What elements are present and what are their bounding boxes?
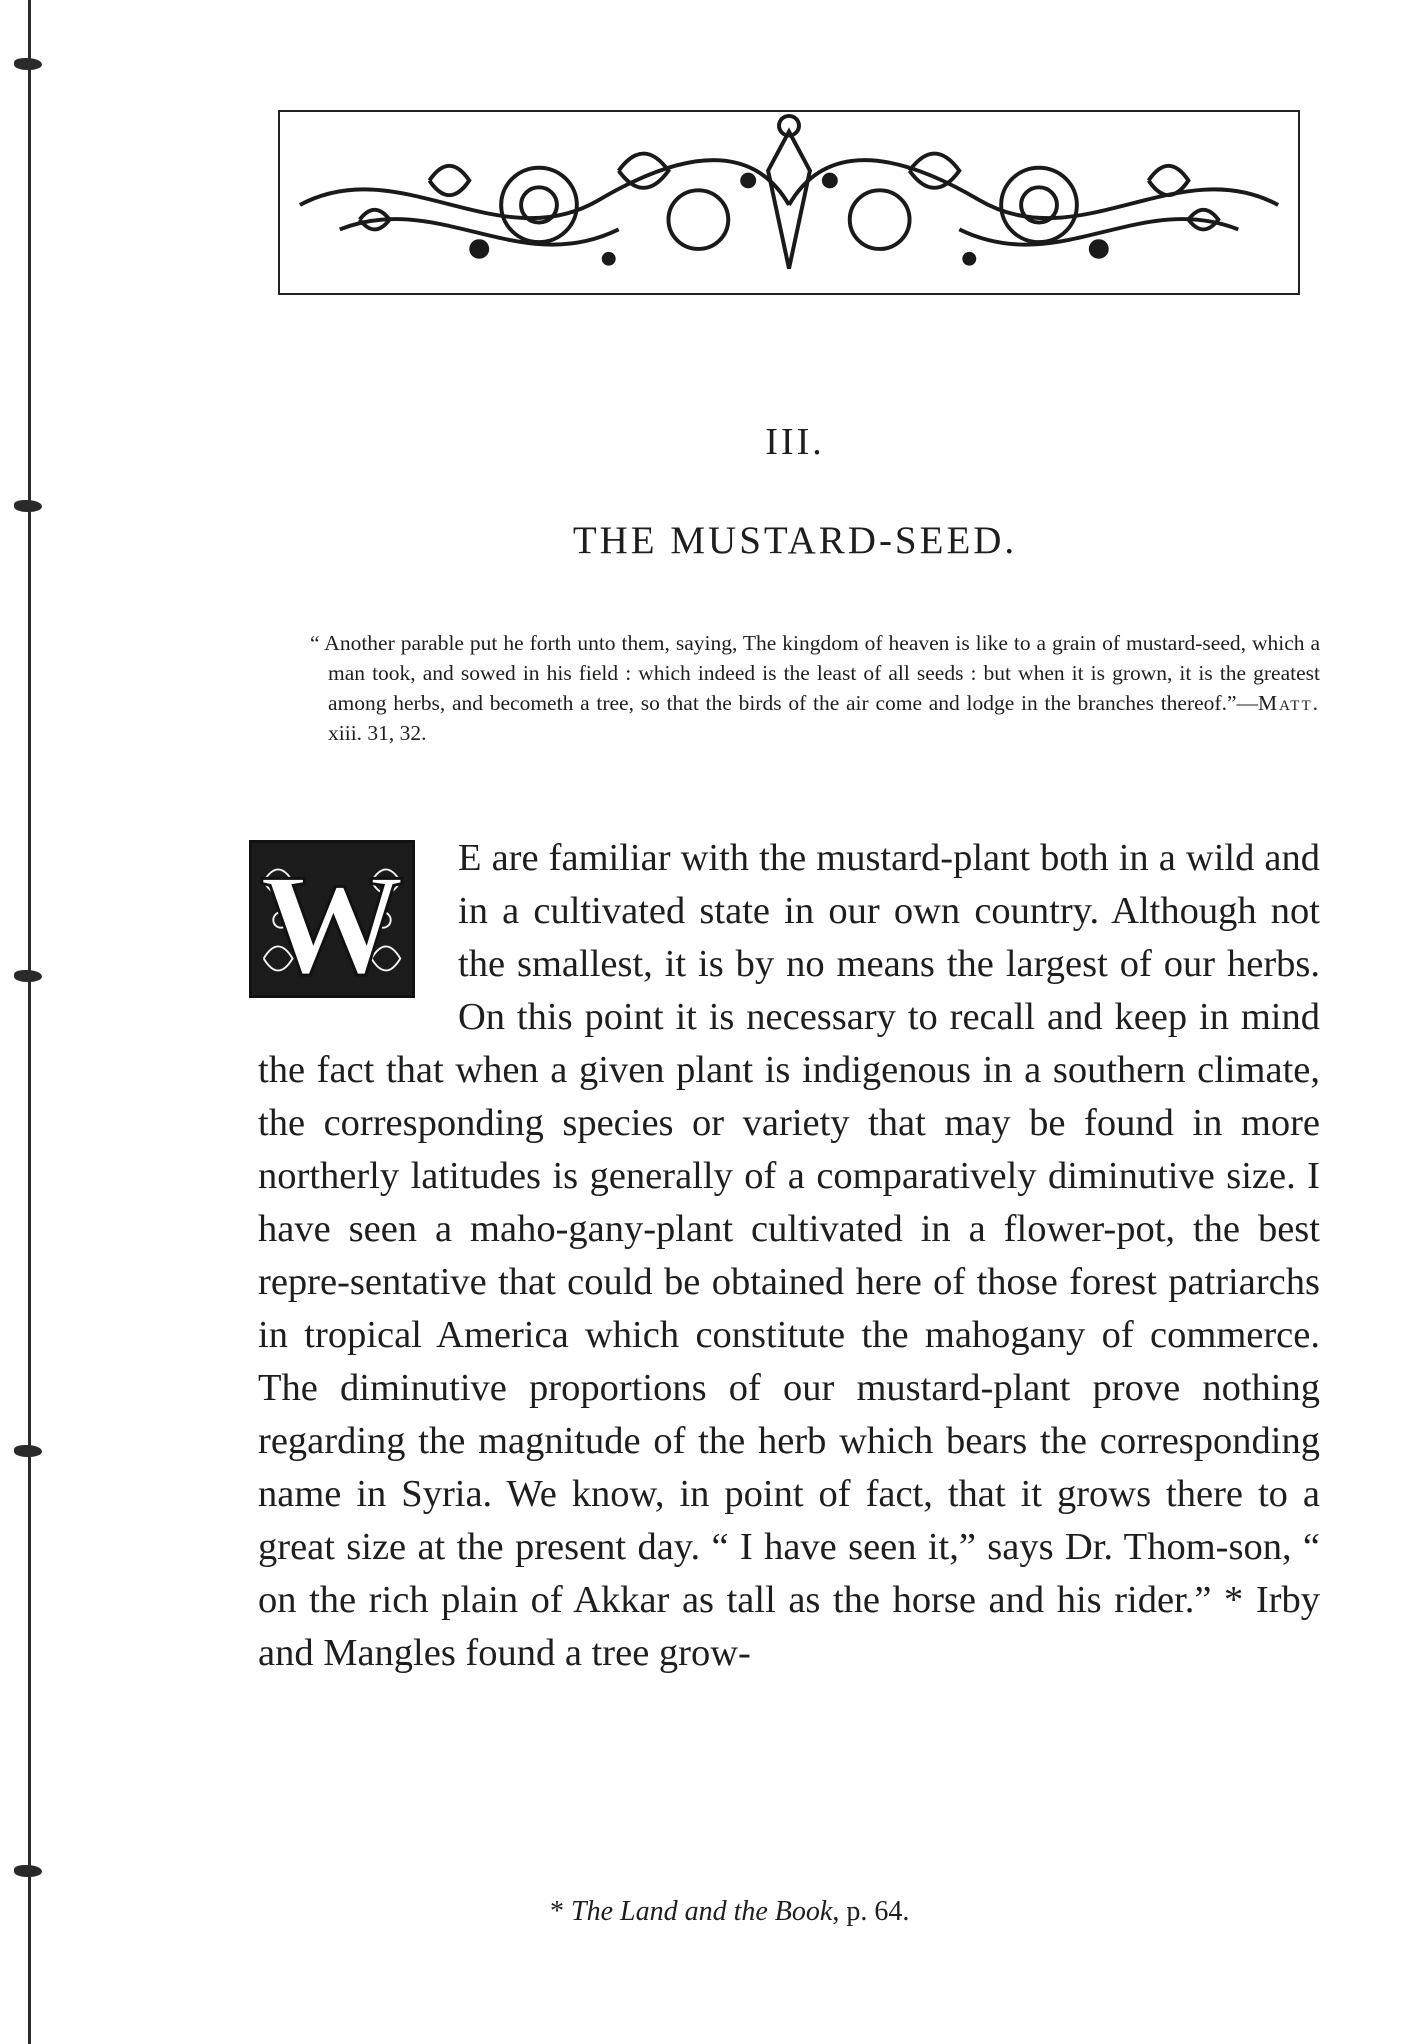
binding-margin-line	[28, 0, 31, 2044]
body-paragraph-text: E are familiar with the mustard-plant both in a wild and in a cultivated state in our own country. Although not the smallest, it is by no means the largest of our herbs. On this point it is necessary to recall and keep in mind the fact that when a given plant is indigenous in a southern climate, the corresponding species or variety that may be found in more northerly latitudes is generally of a comparatively diminutive size. I have seen a maho-gany-plant cultivated in a flower-pot, the best repre-sentative that could be obtained here of those forest patriarchs in tropical America which constitute the mahogany of commerce. The diminutive proportions of our mustard-plant prove nothing regarding the magnitude of the herb which bears the corresponding name in Syria. We know, in point of fact, that it grows there to a great size at the present day. “ I have seen it,” says Dr. Thom-son, “ on the rich plain of Akkar as tall as the horse and his rider.” * Irby and Mangles found a tree grow-	[258, 837, 1320, 1674]
footnote-marker: *	[550, 1896, 571, 1927]
dropcap-space	[258, 832, 458, 1042]
floral-scroll-ornament-icon	[278, 110, 1300, 295]
epigraph-text: “ Another parable put he forth unto them, saying, The kingdom of heaven is like to a grain of mustard-seed, which a man took, and sowed in his field : which indeed is the least of all seeds : but when it is grown, it is the greatest among herbs, and becometh a tree, so that the birds of the air come and lodge in the branches thereof.”—	[310, 631, 1320, 715]
margin-mark	[14, 970, 42, 982]
footnote-page: , p. 64.	[832, 1896, 910, 1927]
chapter-title: THE MUSTARD-SEED.	[572, 519, 1018, 562]
dropcap-letter: W	[259, 844, 405, 995]
margin-mark	[14, 1445, 42, 1457]
footnote-title: The Land and the Book	[571, 1896, 833, 1927]
margin-mark	[14, 1865, 42, 1877]
footnote	[550, 1895, 1110, 1929]
chapter-number: III.	[765, 421, 825, 463]
epigraph-quote	[310, 628, 1320, 748]
margin-mark	[14, 500, 42, 512]
epigraph-citation: Matt.	[1258, 691, 1320, 715]
epigraph-reference: xiii. 31, 32.	[328, 721, 427, 745]
margin-mark	[14, 58, 42, 70]
body-paragraph	[258, 832, 1320, 1680]
